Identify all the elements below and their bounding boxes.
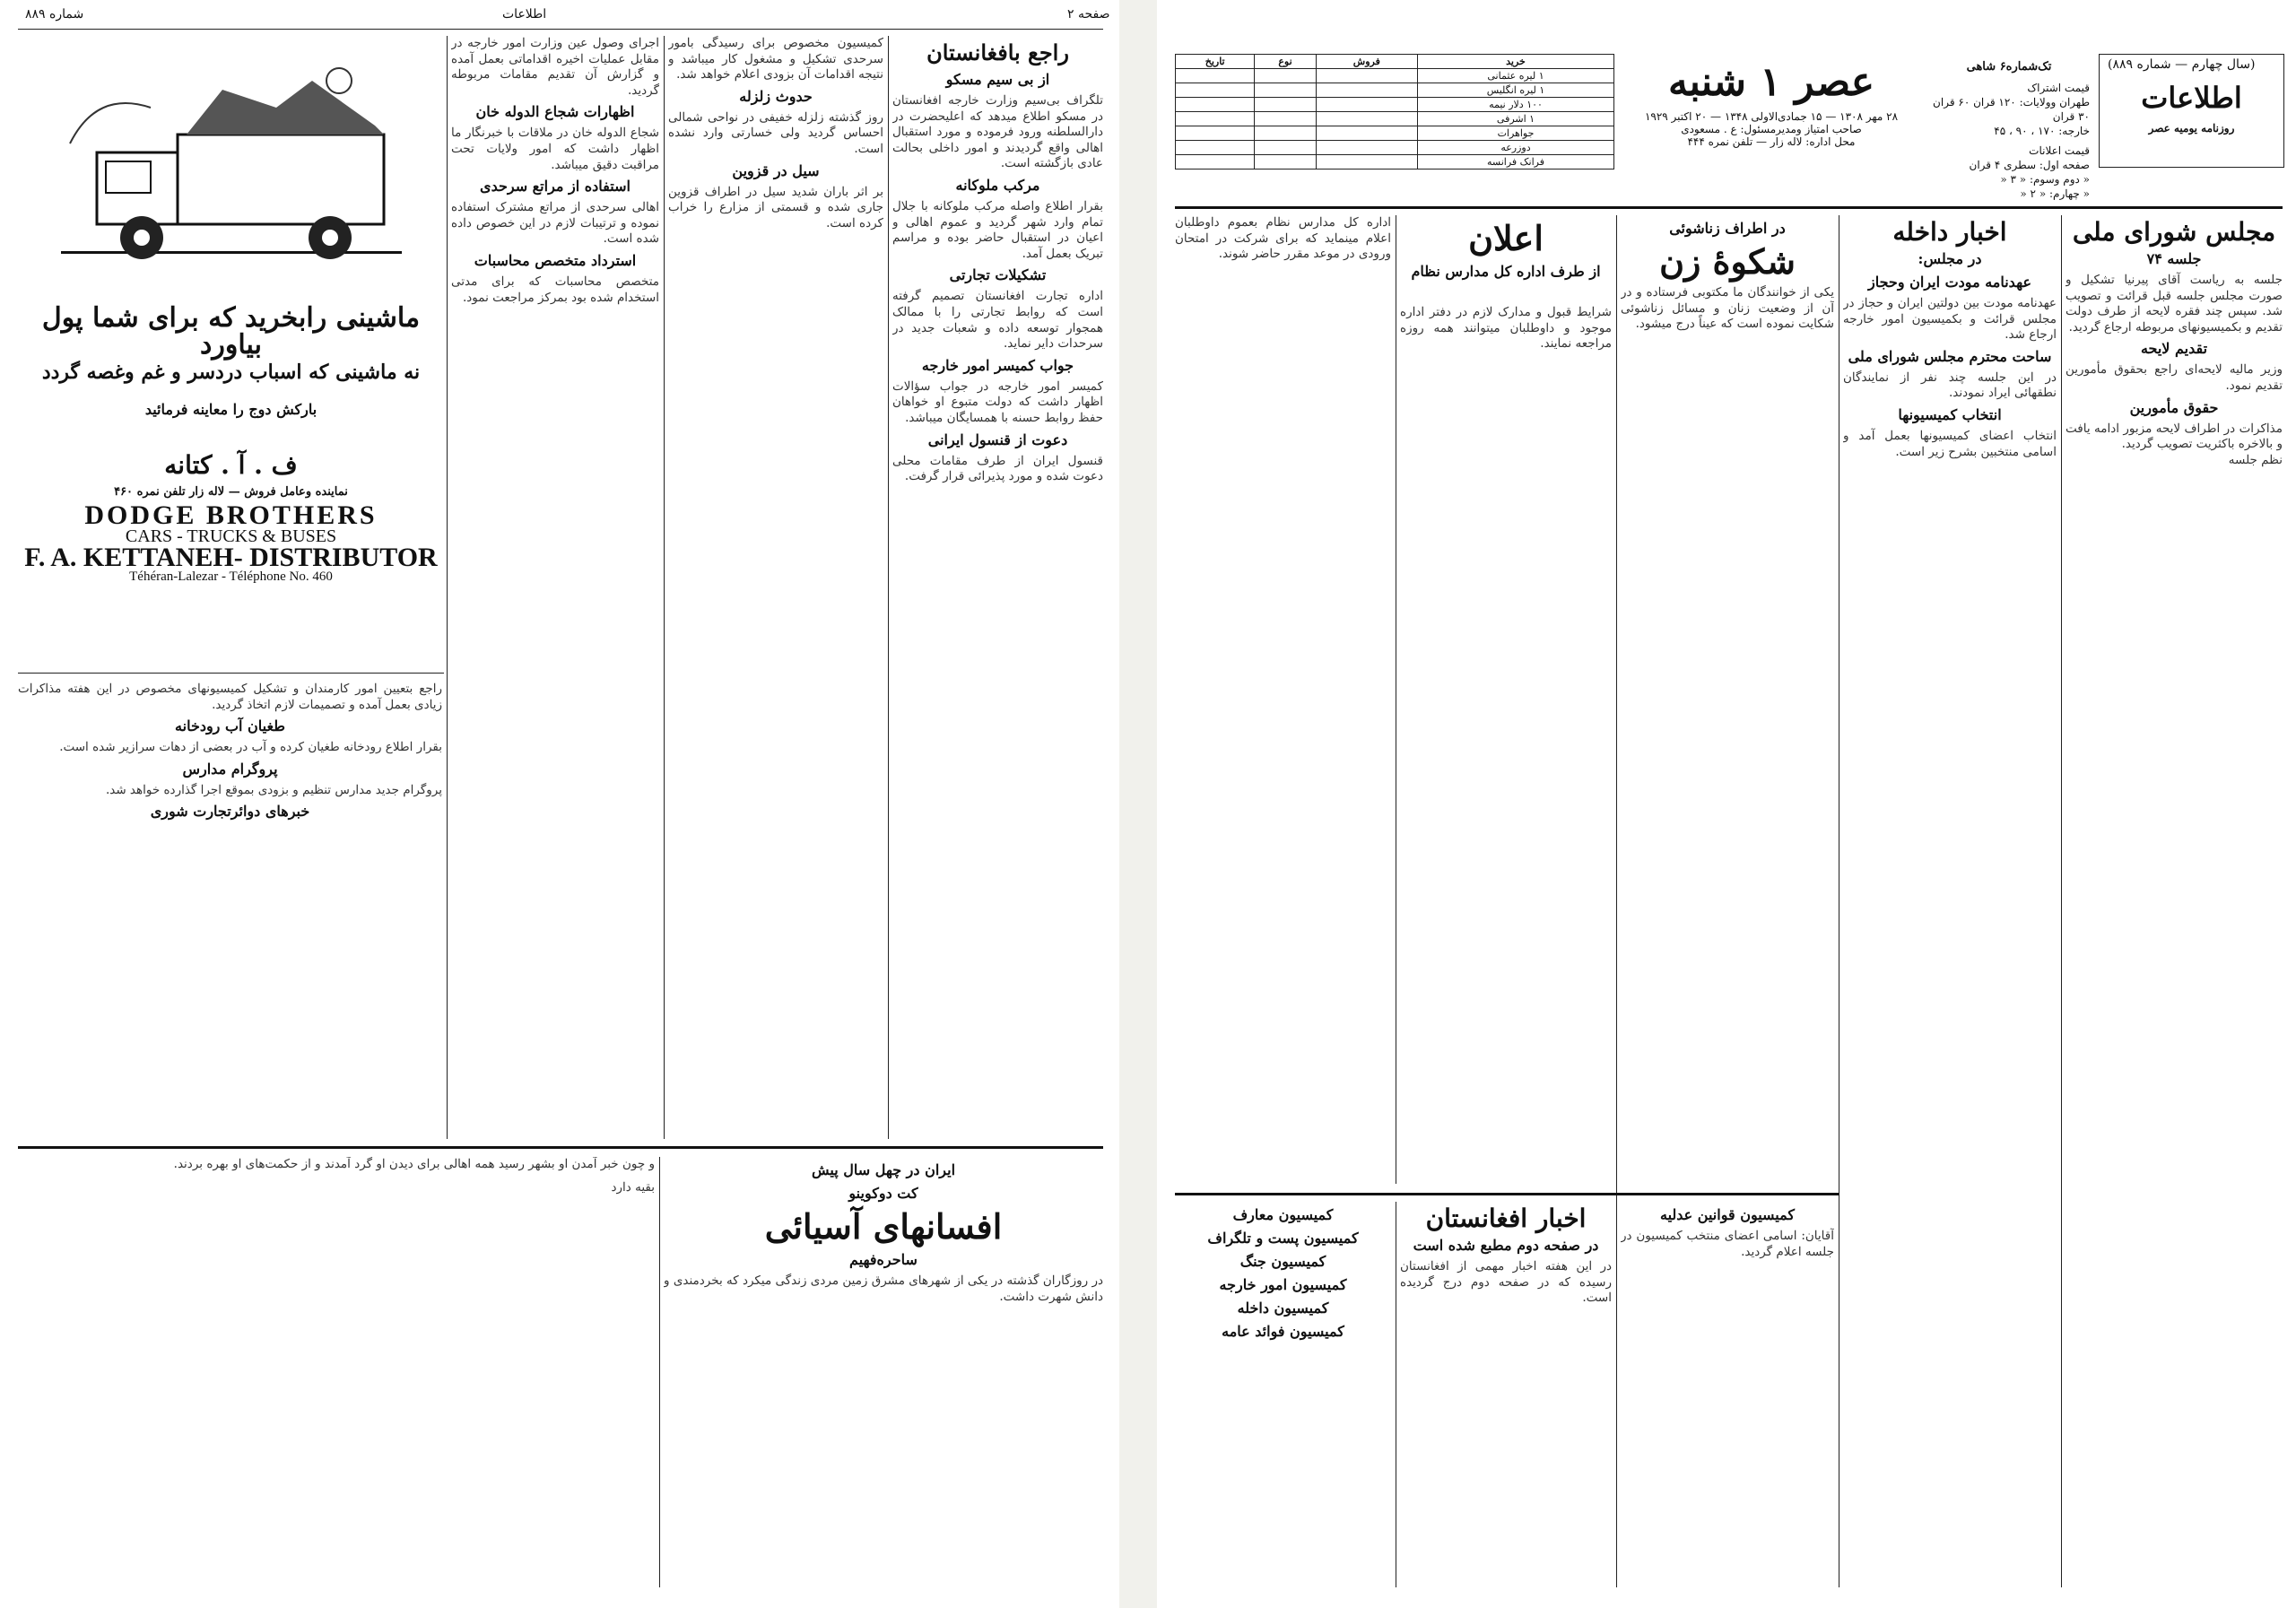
- notice-sub: از طرف اداره کل مدارس نظام: [1411, 263, 1601, 280]
- khuzestan-head: تقدیم لایحه: [2140, 340, 2208, 358]
- majlis-session: جلسه ۷۴: [2146, 250, 2202, 267]
- rates-cell: [1316, 83, 1417, 98]
- ad-body: بارکش دوج را معاینه فرمائید: [144, 401, 317, 418]
- rates-cell: [1255, 126, 1316, 141]
- rates-cell: [1255, 141, 1316, 155]
- notice-body-right: شرایط قبول و مدارک لازم در دفتر اداره موجود و داوطلبان میتوانند همه روزه مراجعه نمایند.: [1400, 305, 1612, 352]
- rates-cell: ۱ لیره عثمانی: [1418, 69, 1614, 83]
- page-gutter: [1119, 0, 1157, 1608]
- story-title: افسانهای آسیائی: [764, 1206, 1003, 1247]
- rates-cell: [1176, 155, 1255, 169]
- rates-cell: [1316, 98, 1417, 112]
- af-news-top-rule: [1175, 1193, 1839, 1195]
- rates-cell: [1316, 112, 1417, 126]
- story-top-rule: [18, 1146, 1103, 1149]
- story-body: و چون خبر آمدن او بشهر رسید همه اهالی برای دیدن او گرد آمدند و از حکمت‌های او بهره بردند. بقیه دارد: [18, 1157, 655, 1587]
- story-byline: ساحره‌فهیم: [849, 1251, 918, 1268]
- ad-address: نماینده وعامل فروش — لاله زار تلفن نمره ۴۶۰: [114, 485, 348, 499]
- masthead-price: تک‌شماره۶ شاهی: [1966, 60, 2052, 74]
- header-rule: [18, 29, 1103, 30]
- news-column-3: اجرای وصول عین وزارت امور خارجه در مقابل عملیات اخیره اقداماتی بعمل آمده و گزارش آن تقدیم مقامات مربوطه گردید. اظهارات شجاع الدوله خان شجاع الدوله خان در ملاقات با خبرنگار ما اظهار داشت که امور ولایات تحت مراقبت دقیق میباشد. استفاده از مراتع سرحدی اهالی سرحدی از مراتع مشترک استفاده نموده و ترتیبات لازم در این خصوص داده شده است. استرداد متخصص محاسبات متخصص محاسبات که برای مدتی استخدام شده بود بمرکز مراجعت نمود.: [451, 36, 659, 305]
- commission-3: کمیسیون جنگ: [1239, 1253, 1326, 1270]
- rates-cell: [1316, 126, 1417, 141]
- afghanistan-title: راجع بافغانستان: [926, 39, 1069, 65]
- majlis-column: مجلس شورای ملی جلسه ۷۴ جلسه به ریاست آقای پیرنیا تشکیل و صورت مجلس جلسه قبل قرائت و تصویب شد. سپس چند فقره لایحه از طرف دولت تقدیم و بکمیسیونهای مربوطه ارجاع گردید. تقدیم لایحه وزیر مالیه لایحه‌ای راجع بحقوق مأمورین تقدیم نمود. حقوق مأمورین مذاکرات در اطراف لایحه مزبور ادامه یافت و بالاخره باکثریت تصویب گردید. نظم جلسه: [2066, 217, 2283, 467]
- rates-cell: [1176, 141, 1255, 155]
- dodge-ad: [18, 36, 444, 673]
- rates-cell: [1255, 83, 1316, 98]
- subscription-row-1: طهران وولایات: ۱۲۰ قران ۶۰ قران ۳۰ قران: [1933, 96, 2090, 123]
- invitation-head: دعوت از قنسول ایرانی: [927, 430, 1068, 448]
- rates-row: [1176, 83, 1614, 98]
- rates-cell: دوزرعه: [1418, 141, 1614, 155]
- running-header-page: صفحه ۲: [1067, 7, 1110, 22]
- notice-body-left: اداره کل مدارس نظام بعموم داوطلبان اعلام مینماید که برای شرکت در امتحان ورودی در موعد مقرر حاضر شوند.: [1175, 215, 1391, 262]
- af-news-sub: در صفحه دوم مطبع شده است: [1413, 1237, 1599, 1254]
- afghanistan-subtitle: از بی سیم مسکو: [945, 71, 1050, 88]
- earthquake-head: حدوث زلزله: [739, 87, 813, 105]
- ad-row-3: « چهارم: « ۲ «: [2020, 187, 2090, 200]
- women-title: شکوهٔ زن: [1659, 241, 1796, 282]
- masthead-issue: (سال چهارم — شماره ۸۸۹): [2108, 57, 2256, 72]
- masthead-pricing: [1928, 54, 2090, 201]
- rates-row: [1176, 112, 1614, 126]
- afghanistan-sub3: تشکیلات تجارتی: [949, 266, 1047, 284]
- masthead-publisher: صاحب امتیاز ومدیرمسئول: ع . مسعودی: [1681, 123, 1862, 135]
- commission-2: کمیسیون پست و تلگراف: [1207, 1230, 1359, 1247]
- masthead-rule: [1175, 206, 2283, 209]
- rates-cell: فرانک فرانسه: [1418, 155, 1614, 169]
- rates-cell: [1255, 112, 1316, 126]
- rates-cell: [1316, 141, 1417, 155]
- ad-bottom-rule: [18, 673, 444, 674]
- ir-head-2: استفاده از مراتع سرحدی: [480, 178, 631, 196]
- ad-distributor: F. A. KETTANEH- DISTRIBUTOR: [24, 543, 438, 573]
- ad-models: CARS - TRUCKS & BUSES: [125, 526, 337, 546]
- women-column: در اطراف زناشوئی شکوهٔ زن یکی از خوانندگان ما مکتوبی فرستاده و در آن از وضعیت زنان و مسائل زناشوئی شکایت نموده است که عیناً درج میشود.: [1621, 220, 1834, 332]
- ad-dealer: ف . آ . کتانه: [164, 450, 298, 480]
- commission-head: کمیسیون قوانین عدلیه: [1660, 1206, 1795, 1223]
- rates-cell: [1176, 98, 1255, 112]
- rates-cell: [1176, 69, 1255, 83]
- rates-cell: [1255, 155, 1316, 169]
- story-header-block: ایران در چهل سال پیش کت دوکوینو افسانهای آسیائی ساحره‌فهیم در روزگاران گذشته در یکی از شهرهای مشرق زمین مردی زندگی میکرد که بخردمندی و دانش شهرت داشت.: [664, 1161, 1103, 1304]
- commission-list-block: [1175, 1202, 1391, 1587]
- masthead-nameplate-block: [1623, 54, 1919, 148]
- rates-table: [1175, 54, 1614, 169]
- school-program-head: پروگرام مدارس: [182, 760, 278, 778]
- ir-head: اظهارات شجاع الدوله خان: [475, 103, 635, 121]
- commission-5: کمیسیون داخله: [1237, 1299, 1329, 1317]
- internal-title: اخبار داخله: [1892, 217, 2007, 247]
- rates-table-block: [1175, 54, 1614, 169]
- rates-cell: [1255, 69, 1316, 83]
- river-flood-head: طغیان آب رودخانه: [175, 717, 285, 735]
- masthead-logo: اطلاعات: [2141, 80, 2242, 115]
- ad-headline: ماشینی رابخرید که برای شما پول بیاورد: [41, 302, 421, 361]
- rates-header-cell: خرید: [1418, 55, 1614, 69]
- rates-row: [1176, 141, 1614, 155]
- commission-1: کمیسیون معارف: [1232, 1206, 1334, 1223]
- story-kicker: کت دوکوینو: [848, 1185, 918, 1202]
- ir-head-3: استرداد متخصص محاسبات: [474, 251, 637, 269]
- right-page: [1157, 0, 2296, 1608]
- afghanistan-sub2: مرکب ملوکانه: [955, 176, 1040, 194]
- notice-header: [1400, 215, 1612, 296]
- afghanistan-sub4: جواب کمیسر امور خارجه: [921, 356, 1074, 374]
- subscription-row-2: خارجه: ۱۷۰ ، ۹۰ ، ۴۵: [1994, 125, 2090, 137]
- story-section-note: ایران در چهل سال پیش: [811, 1161, 956, 1178]
- af-news-block: اخبار افغانستان در صفحه دوم مطبع شده است در این هفته اخبار مهمی از افغانستان رسیده که در صفحه دوم درج گردیده است.: [1400, 1204, 1612, 1306]
- news-column-2: کمیسیون مخصوص برای رسیدگی بامور سرحدی تشکیل و مشغول کار میباشد و نتیجه اقدامات آن بزودی اعلام خواهد شد. حدوث زلزله روز گذشته زلزله خفیفی در نواحی شمالی احساس گردید ولی خسارتی وارد نشده است. سیل در قزوین بر اثر باران شدید سیل در اطراف قزوین جاری شده و قسمتی از مزارع را خراب کرده است.: [668, 36, 883, 230]
- running-header-issue: شماره ۸۸۹: [25, 7, 84, 22]
- press-head: ساحت محترم مجلس شورای ملی: [1848, 347, 2052, 365]
- rates-cell: [1176, 126, 1255, 141]
- truck-illustration: [43, 54, 420, 287]
- ad-brand: DODGE BROTHERS: [84, 500, 378, 530]
- rates-cell: جواهرات: [1418, 126, 1614, 141]
- commission-4: کمیسیون امور خارجه: [1219, 1276, 1347, 1293]
- left-footer-note: بقیه دارد: [611, 1179, 655, 1195]
- right-footer-note: نظم جلسه: [2228, 452, 2283, 467]
- masthead-daily: روزنامه یومیه عصر: [2148, 121, 2235, 135]
- afghanistan-column: راجع بافغانستان از بی سیم مسکو تلگراف بی‌سیم وزارت خارجه افغانستان در مسکو اطلاع میدهد که اعلیحضرت در دارالسلطنه ورود فرموده و مورد استقبال اهالی واقع گردیدند و امور داخلی بحالت عادی بازگشته است. مرکب ملوکانه بقرار اطلاع واصله مرکب ملوکانه با جلال تمام وارد شهر گردید و عموم اهالی و اعیان در استقبال حاضر بوده و مراسم تبریک بعمل آمد. تشکیلات تجارتی اداره تجارت افغانستان تصمیم گرفته است که روابط تجارتی را با ممالک همجوار توسعه داده و شعبات جدید در سرحدات دایر نماید. جواب کمیسر امور خارجه کمیسر امور خارجه در جواب سؤالات اظهار داشت که دولت متبوع او خواهان حفظ روابط حسنه با همسایگان میباشد. دعوت از قنسول ایرانی قنسول ایران از طرف مقامات محلی دعوت شده و مورد پذیرائی قرار گرفت.: [892, 39, 1103, 484]
- rates-row: [1176, 69, 1614, 83]
- notice-title: اعلان: [1468, 218, 1544, 258]
- masthead-date: ۲۸ مهر ۱۳۰۸ — ۱۵ جمادی‌الاولی ۱۳۴۸ — ۲۰ اکتبر ۱۹۲۹: [1644, 110, 1899, 123]
- treaty-head: عهدنامه مودت ایران وحجاز: [1868, 274, 2031, 291]
- rates-row: [1176, 155, 1614, 169]
- shura-news-head: خبرهای دوائرتجارت شوری: [150, 803, 310, 821]
- rates-row: [1176, 98, 1614, 112]
- masthead-office: محل اداره: لاله زار — تلفن نمره ۴۴۴: [1687, 135, 1856, 148]
- rates-header-cell: تاریخ: [1176, 55, 1255, 69]
- internal-news-column: اخبار داخله در مجلس: عهدنامه مودت ایران وحجاز عهدنامه مودت بین دولتین ایران و حجاز در مجلس قرائت و بکمیسیون امور خارجه ارجاع شد. ساحت محترم مجلس شورای ملی در این جلسه چند نفر از نمایندگان نطقهائی ایراد نمودند. انتخاب کمیسیونها انتخاب اعضای کمیسیونها بعمل آمد و اسامی منتخبین بشرح زیر است.: [1843, 217, 2057, 459]
- rates-cell: ۱ اشرفی: [1418, 112, 1614, 126]
- left-page: [0, 0, 1119, 1608]
- women-sub: در اطراف زناشوئی: [1669, 220, 1786, 237]
- election-head: انتخاب کمیسیونها: [1898, 405, 2002, 423]
- rainfall-head: سیل در قزوین: [732, 161, 820, 179]
- rates-cell: [1316, 155, 1417, 169]
- rates-cell: ۱ لیره انگلیس: [1418, 83, 1614, 98]
- commission-block-right: کمیسیون قوانین عدلیه آقایان: اسامی اعضای منتخب کمیسیون در جلسه اعلام گردید.: [1621, 1206, 1834, 1259]
- rates-cell: [1255, 98, 1316, 112]
- masthead-nameplate: عصر ۱ شنبه: [1668, 59, 1874, 105]
- ad-latin-address: Téhéran-Lalezar - Téléphone No. 460: [129, 569, 333, 584]
- majlis-title: مجلس شورای ملی: [2072, 217, 2276, 247]
- running-header-paper: اطلاعات: [502, 7, 547, 22]
- rates-cell: [1176, 112, 1255, 126]
- ad-row-2: « دوم وسوم: « ۳ «: [2000, 173, 2090, 186]
- rates-cell: [1176, 83, 1255, 98]
- subscription-label: قیمت اشتراک: [2027, 82, 2090, 94]
- ad-row-1: صفحه اول: سطری ۴ قران: [1969, 159, 2090, 171]
- rates-cell: ۱۰۰ دلار نیمه: [1418, 98, 1614, 112]
- rates-header-cell: فروش: [1316, 55, 1417, 69]
- ad-price-label: قیمت اعلانات: [2029, 144, 2090, 157]
- ad-subline: نه ماشینی که اسباب دردسر و غم وغصه گردد: [41, 361, 421, 384]
- commission-6: کمیسیون فوائد عامه: [1222, 1323, 1344, 1340]
- internal-sub: در مجلس:: [1918, 250, 1982, 267]
- rates-header-cell: نوع: [1255, 55, 1316, 69]
- af-news-title: اخبار افغانستان: [1425, 1204, 1587, 1233]
- news-column-4: راجع بتعیین امور کارمندان و تشکیل کمیسیونهای مخصوص در این هفته مذاکرات زیادی بعمل آمده و تصمیمات لازم اتخاذ گردید. طغیان آب رودخانه بقرار اطلاع رودخانه طغیان کرده و آب در بعضی از دهات سرازیر شده است. پروگرام مدارس پروگرام جدید مدارس تنظیم و بزودی بموقع اجرا گذارده خواهد شد. خبرهای دوائرتجارت شوری: [18, 682, 442, 821]
- rates-row: [1176, 126, 1614, 141]
- bill-head: حقوق مأمورین: [2129, 398, 2219, 416]
- rates-cell: [1316, 69, 1417, 83]
